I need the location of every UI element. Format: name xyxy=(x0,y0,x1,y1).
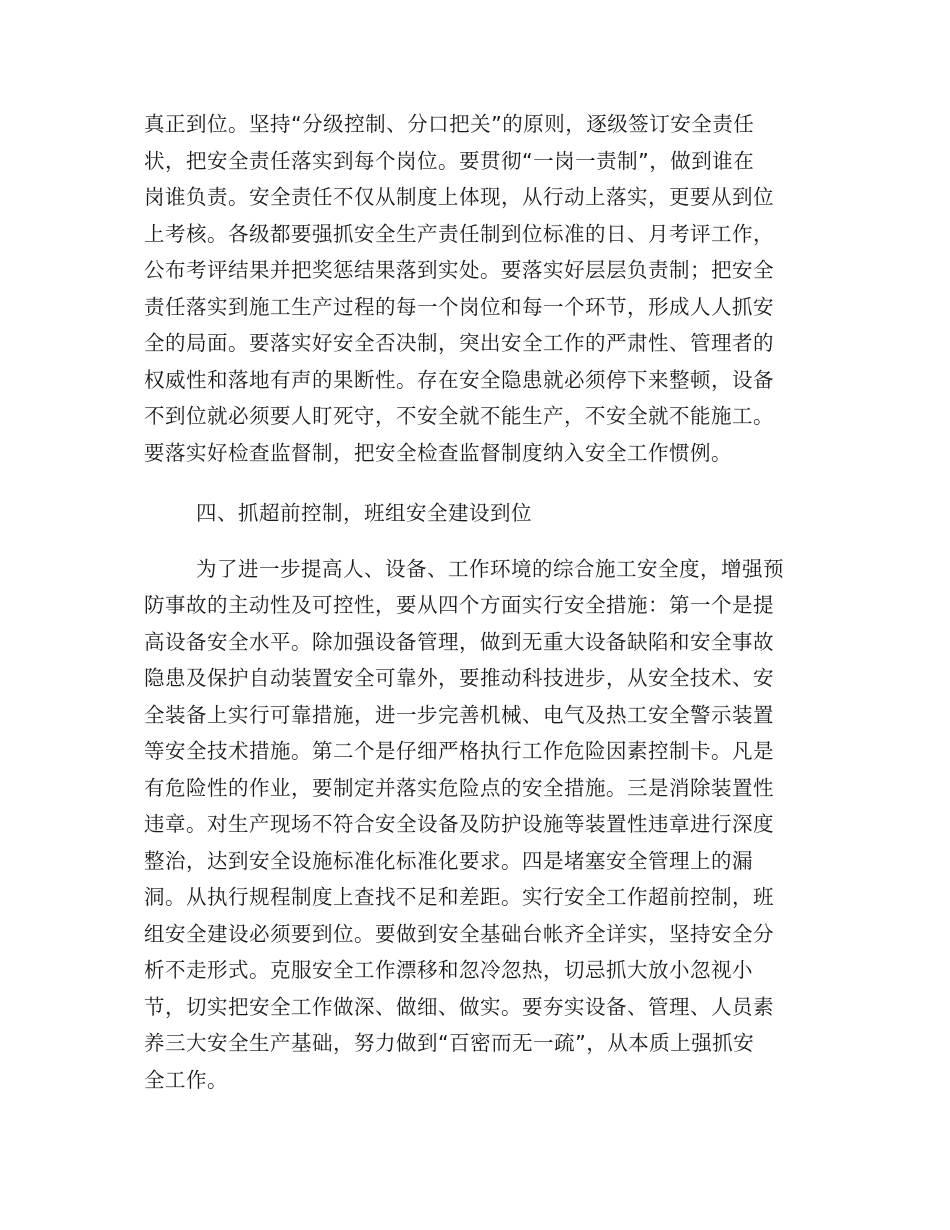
paragraph-line: 高设备安全水平。除加强设备管理，做到无重大设备缺陷和安全事故 xyxy=(144,630,774,654)
paragraph-line: 全装备上实行可靠措施，进一步完善机械、电气及热工安全警示装置 xyxy=(144,703,774,727)
paragraph-line: 整治，达到安全设施标准化标准化要求。四是堵塞安全管理上的漏 xyxy=(144,849,753,873)
paragraph-line: 防事故的主动性及可控性，要从四个方面实行安全措施：第一个是提 xyxy=(144,593,774,617)
paragraph-line: 不到位就必须要人盯死守，不安全就不能生产，不安全就不能施工。 xyxy=(144,404,774,428)
paragraph-line: 责任落实到施工生产过程的每一个岗位和每一个环节，形成人人抓安 xyxy=(144,295,774,319)
paragraph-line: 权威性和落地有声的果断性。存在安全隐患就必须停下来整顿，设备 xyxy=(144,368,774,392)
section-heading: 四、抓超前控制，班组安全建设到位 xyxy=(196,501,532,525)
paragraph-line: 要落实好检查监督制，把安全检查监督制度纳入安全工作惯例。 xyxy=(144,441,732,465)
paragraph-line: 等安全技术措施。第二个是仔细严格执行工作危险因素控制卡。凡是 xyxy=(144,739,774,763)
paragraph-line: 组安全建设必须要到位。要做到安全基础台帐齐全详实，坚持安全分 xyxy=(144,922,774,946)
paragraph-line: 洞。从执行规程制度上查找不足和差距。实行安全工作超前控制，班 xyxy=(144,885,774,909)
paragraph-line: 全工作。 xyxy=(144,1068,228,1092)
paragraph-line: 养三大安全生产基础，努力做到“百密而无一疏”，从本质上强抓安 xyxy=(144,1031,755,1055)
paragraph-line: 有危险性的作业，要制定并落实危险点的安全措施。三是消除装置性 xyxy=(144,776,774,800)
paragraph-line: 为了进一步提高人、设备、工作环境的综合施工安全度，增强预 xyxy=(196,557,784,581)
paragraph-line: 全的局面。要落实好安全否决制，突出安全工作的严肃性、管理者的 xyxy=(144,331,774,355)
paragraph-line: 上考核。各级都要强抓安全生产责任制到位标准的日、月考评工作， xyxy=(144,222,774,246)
paragraph-line: 状，把安全责任落实到每个岗位。要贯彻“一岗一责制”，做到谁在 xyxy=(144,149,755,173)
paragraph-line: 违章。对生产现场不符合安全设备及防护设施等装置性违章进行深度 xyxy=(144,812,774,836)
paragraph-line: 析不走形式。克服安全工作漂移和忽冷忽热，切忌抓大放小忽视小 xyxy=(144,958,753,982)
paragraph-line: 节，切实把安全工作做深、做细、做实。要夯实设备、管理、人员素 xyxy=(144,995,774,1019)
paragraph-line: 隐患及保护自动装置安全可靠外，要推动科技进步，从安全技术、安 xyxy=(144,666,774,690)
paragraph-line: 真正到位。坚持“分级控制、分口把关”的原则，逐级签订安全责任 xyxy=(144,112,755,136)
paragraph-line: 岗谁负责。安全责任不仅从制度上体现，从行动上落实，更要从到位 xyxy=(144,185,774,209)
paragraph-line: 公布考评结果并把奖惩结果落到实处。要落实好层层负责制；把安全 xyxy=(144,258,774,282)
